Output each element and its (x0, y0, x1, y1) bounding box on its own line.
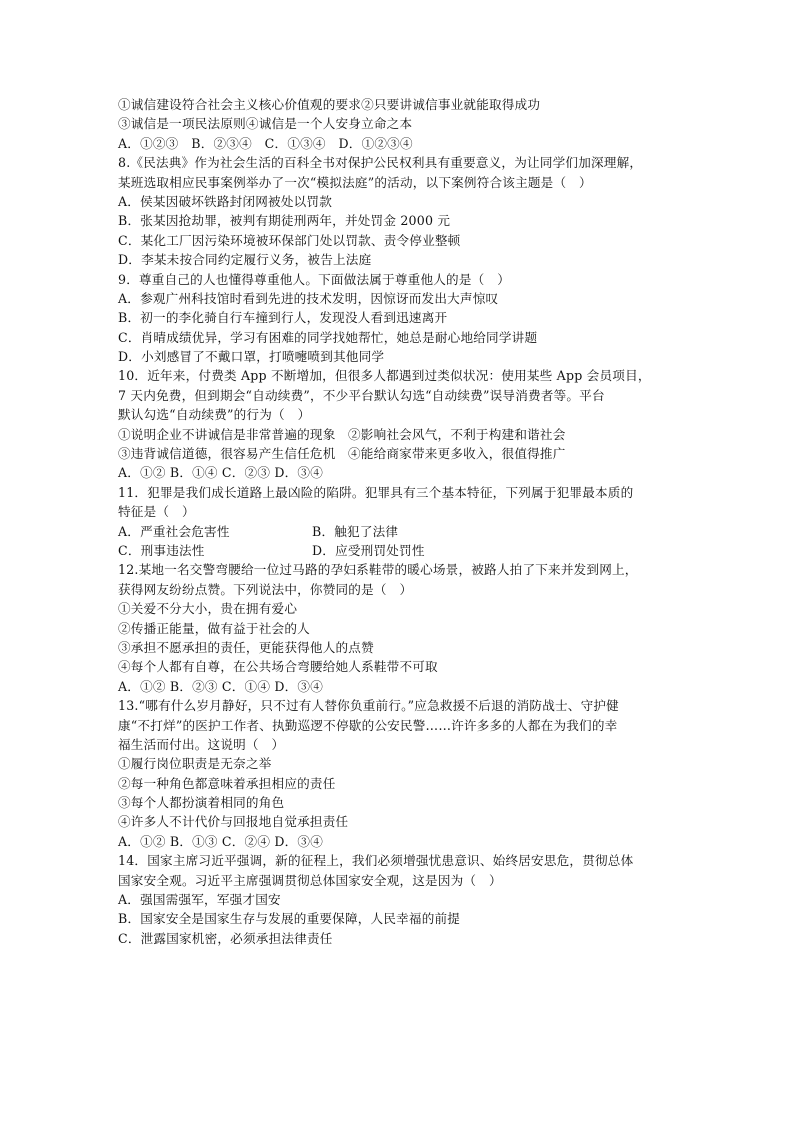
q10-answers: A．①② B．①④ C．②③ D．③④ (118, 465, 324, 481)
q9-option-b: B．初一的李化骑自行车撞到行人，发现没人看到迅速离开 (118, 310, 448, 326)
q14-option-b: B．国家安全是国家生存与发展的重要保障，人民幸福的前提 (118, 911, 461, 927)
q13-option-1: ①履行岗位职责是无奈之举 (118, 756, 272, 772)
q7-answers: A．①②③ B．②③④ C．①③④ D．①②③④ (118, 135, 413, 151)
q11-option-c: C．刑事违法性 (118, 542, 205, 558)
q9-option-d: D．小刘感冒了不戴口罩，打喷嚏喷到其他同学 (118, 349, 385, 365)
q13-stem-line-3: 福生活而付出。这说明（ ） (118, 736, 285, 752)
q7-options-line-1: ①诚信建设符合社会主义核心价值观的要求②只要讲诚信事业就能取得成功 (118, 97, 541, 112)
q13-option-2: ②每一种角色都意味着承担相应的责任 (118, 775, 336, 791)
q12-option-2: ②传播正能量，做有益于社会的人 (118, 620, 310, 636)
q11-options-row-1 (118, 522, 678, 541)
question-14 (118, 851, 678, 948)
question-8 (118, 153, 678, 269)
q9-stem: 9．尊重自己的人也懂得尊重他人。下面做法属于尊重他人的是（ ） (118, 271, 511, 287)
question-13 (118, 696, 678, 851)
q8-option-c: C．某化工厂因污染环境被环保部门处以罚款、责令停业整顿 (118, 232, 461, 248)
q12-answers: A．①② B．②③ C．①④ D．③④ (118, 678, 324, 694)
exam-page (118, 95, 678, 948)
q13-stem-line-1: 13.“哪有什么岁月静好，只不过有人替你负重前行。”应急救援不后退的消防战士、守护健 (118, 698, 619, 714)
q10-options-row-2 (118, 444, 678, 463)
q8-option-a: A．侯某因破坏铁路封闭网被处以罚款 (118, 193, 332, 209)
q8-stem-line-2: 某班选取相应民事案例举办了一次“模拟法庭”的活动，以下案例符合该主题是（ ） (118, 174, 592, 190)
q10-option-3: ③违背诚信道德，很容易产生信任危机 (118, 446, 336, 462)
q11-option-d: D．应受刑罚处罚性 (312, 542, 425, 558)
q10-option-1: ①说明企业不讲诚信是非常普遍的现象 (118, 426, 336, 442)
q9-option-a: A．参观广州科技馆时看到先进的技术发明，因惊讶而发出大声惊叹 (118, 290, 499, 306)
q10-option-4: ④能给商家带来更多收入，很值得推广 (348, 446, 566, 462)
q11-option-b: B．触犯了法律 (312, 523, 399, 539)
q7-options-line-2: ③诚信是一项民法原则④诚信是一个人安身立命之本 (118, 116, 413, 132)
question-11 (118, 483, 678, 561)
q13-option-3: ③每个人都扮演着相同的角色 (118, 795, 285, 811)
q11-option-a: A．严重社会危害性 (118, 523, 230, 539)
question-9 (118, 270, 678, 367)
q8-option-b: B．张某因抢劫罪，被判有期徒刑两年，并处罚金 2000 元 (118, 213, 451, 229)
q12-stem-line-1: 12.某地一名交警弯腰给一位过马路的孕妇系鞋带的暖心场景，被路人拍了下来并发到网上， (118, 562, 638, 578)
q14-option-c: C．泄露国家机密，必须承担法律责任 (118, 930, 333, 946)
q14-stem-line-2: 国家安全观。习近平主席强调贯彻总体国家安全观，这是因为（ ） (118, 872, 502, 888)
q12-option-4: ④每个人都有自尊，在公共场合弯腰给她人系鞋带不可取 (118, 659, 438, 675)
question-12 (118, 560, 678, 696)
q11-stem-line-2: 特征是（ ） (118, 504, 195, 520)
q14-stem-line-1: 14．国家主席习近平强调，新的征程上，我们必须增强忧患意识、始终居安思危，贯彻总体 (118, 853, 634, 869)
q12-option-1: ①关爱不分大小，贵在拥有爱心 (118, 601, 298, 617)
question-10 (118, 366, 678, 482)
q12-stem-line-2: 获得网友纷纷点赞。下列说法中，你赞同的是（ ） (118, 581, 413, 597)
q13-answers: A．①② B．①③ C．②④ D．③④ (118, 833, 324, 849)
q10-stem-line-3: 默认勾选“自动续费”的行为（ ） (118, 407, 311, 423)
q8-option-d: D．李某未按合同约定履行义务，被告上法庭 (118, 252, 372, 268)
q8-stem-line-1: 8.《民法典》作为社会生活的百科全书对保护公民权利具有重要意义，为让同学们加深理解， (118, 155, 643, 171)
q14-option-a: A．强国需强军，军强才国安 (118, 892, 281, 908)
q11-options-row-2 (118, 541, 678, 560)
q10-stem-line-1: 10．近年来，付费类 App 不断增加，但很多人都遇到过类似状况：使用某些 App 会员项目， (118, 368, 651, 384)
question-7 (118, 95, 678, 153)
q10-option-2: ②影响社会风气，不利于构建和谐社会 (348, 426, 566, 442)
q13-option-4: ④许多人不计代价与回报地自觉承担责任 (118, 814, 349, 830)
q10-options-row-1 (118, 425, 678, 444)
q10-stem-line-2: 7 天内免费，但到期会“自动续费”，不少平台默认勾选“自动续费”误导消费者等。平台 (118, 387, 605, 403)
q12-option-3: ③承担不愿承担的责任，更能获得他人的点赞 (118, 639, 374, 655)
q13-stem-line-2: 康“不打烊”的医护工作者、执勤巡逻不停歇的公安民警……许许多多的人都在为我们的幸 (118, 717, 618, 733)
q11-stem-line-1: 11．犯罪是我们成长道路上最凶险的陷阱。犯罪具有三个基本特征，下列属于犯罪最本质的 (118, 484, 634, 500)
q9-option-c: C．肖晴成绩优异，学习有困难的同学找她帮忙，她总是耐心地给同学讲题 (118, 329, 538, 345)
